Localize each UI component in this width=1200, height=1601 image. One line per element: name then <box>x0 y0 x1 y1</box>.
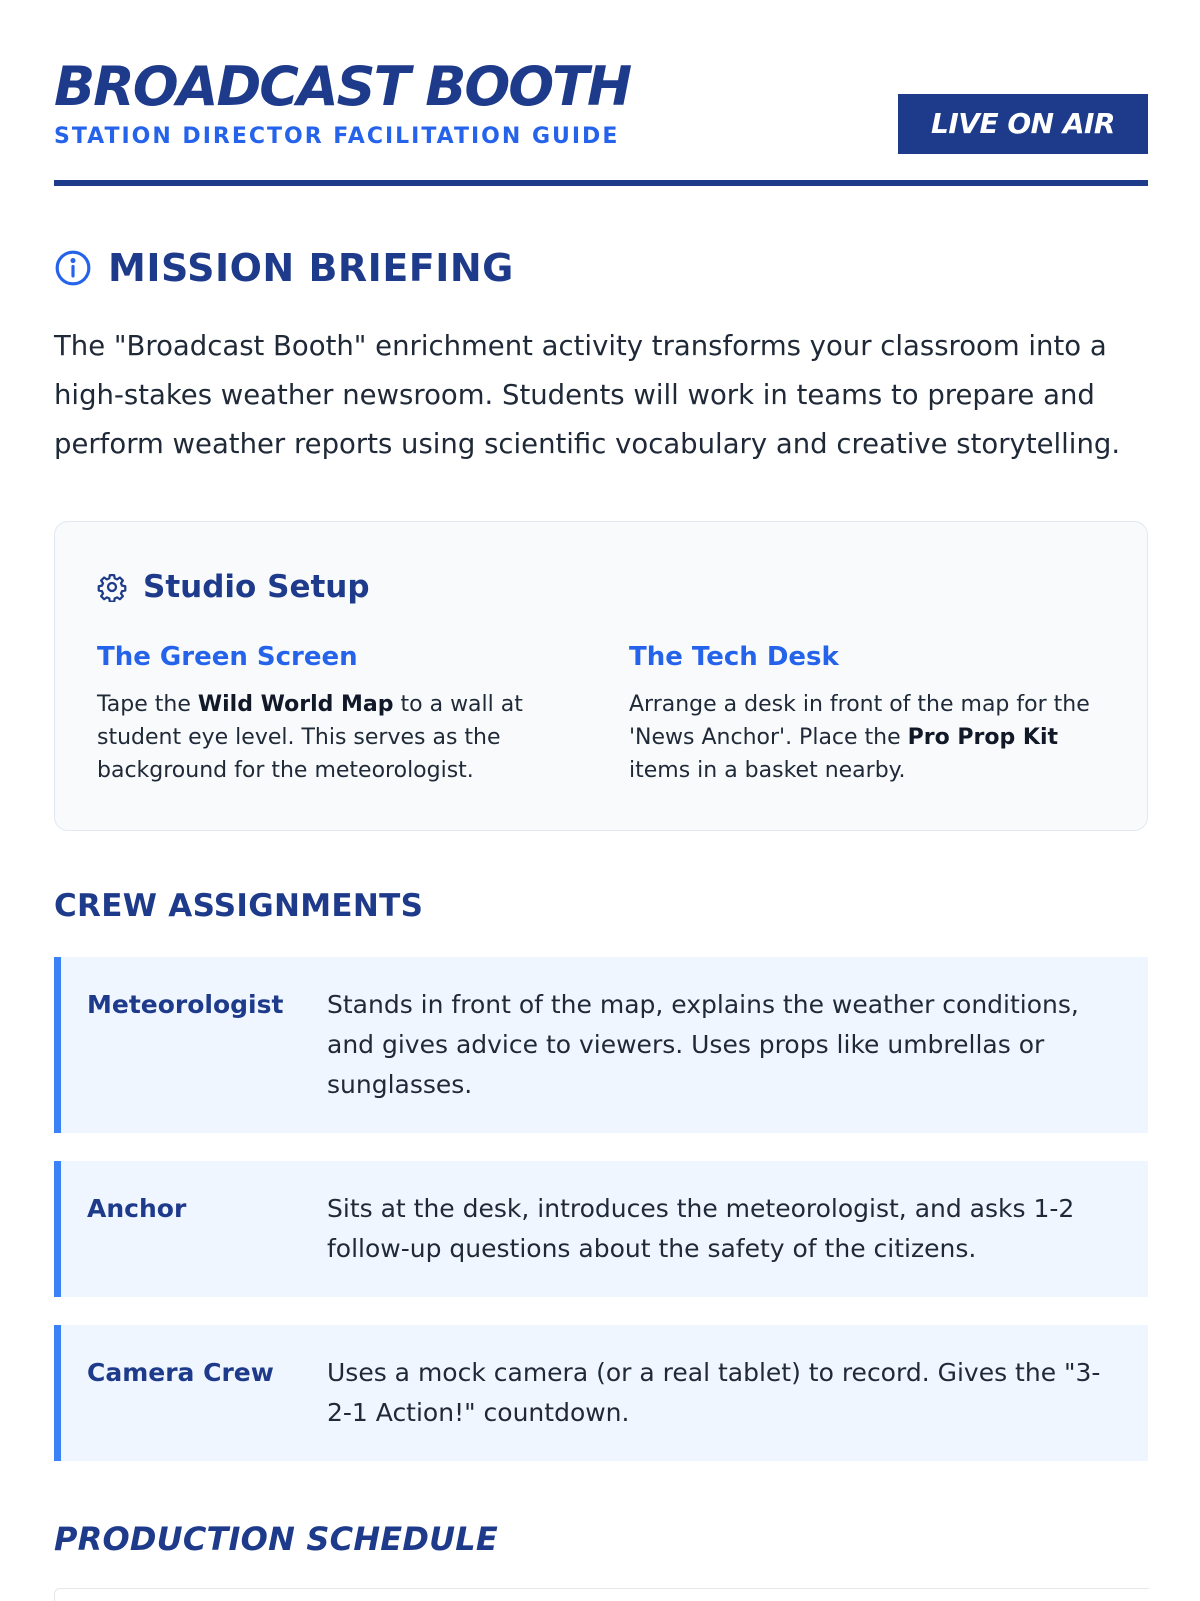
crew-row-camera-crew <box>54 1325 1148 1461</box>
crew-role: Anchor <box>87 1194 187 1223</box>
crew-description: Uses a mock camera (or a real tablet) to record. Gives the "3-2-1 Action!" countdown. <box>327 1358 1101 1427</box>
mission-title: MISSION BRIEFING <box>108 246 514 290</box>
wild-world-map-label: Wild World Map <box>197 692 394 717</box>
page-header <box>54 0 1148 190</box>
green-screen-text: Tape the Wild World Map to a wall at student eye level. This serves as the background for the meteorologist. <box>97 692 523 783</box>
tech-desk-heading: The Tech Desk <box>629 642 839 672</box>
schedule-table-edge <box>54 1588 1149 1601</box>
pro-prop-kit-label: Pro Prop Kit <box>907 725 1059 750</box>
gear-icon <box>97 572 127 602</box>
tech-desk-text: Arrange a desk in front of the map for the 'News Anchor'. Place the Pro Prop Kit items in a basket nearby. <box>629 692 1090 783</box>
studio-setup-heading <box>97 566 370 608</box>
crew-description: Stands in front of the map, explains the weather conditions, and gives advice to viewers. Uses props like umbrellas or sunglasses. <box>327 990 1079 1099</box>
production-schedule-title: PRODUCTION SCHEDULE <box>54 1520 498 1558</box>
green-screen-heading: The Green Screen <box>97 642 358 672</box>
studio-setup-title: Studio Setup <box>143 569 370 605</box>
page-subtitle: STATION DIRECTOR FACILITATION GUIDE <box>54 124 620 149</box>
guide-page <box>54 0 1148 1558</box>
header-divider <box>54 180 1148 186</box>
info-icon <box>54 249 92 287</box>
studio-setup-card <box>54 521 1148 831</box>
green-screen-column <box>97 640 567 787</box>
crew-role: Camera Crew <box>87 1358 274 1387</box>
mission-intro: The "Broadcast Booth" enrichment activity transforms your classroom into a high-stakes weather newsroom. Students will work in teams to prepare and perform weather reports using scientific vocabulary and creative storytelling. <box>54 330 1121 460</box>
crew-row-anchor <box>54 1161 1148 1297</box>
page-title: BROADCAST BOOTH <box>54 55 631 118</box>
crew-assignments-title: CREW ASSIGNMENTS <box>54 888 424 924</box>
crew-role: Meteorologist <box>87 990 284 1019</box>
crew-list <box>54 957 1148 1489</box>
mission-heading <box>54 240 514 296</box>
tech-desk-column <box>629 640 1099 787</box>
crew-description: Sits at the desk, introduces the meteorologist, and asks 1-2 follow-up questions about the safety of the citizens. <box>327 1194 1075 1263</box>
live-on-air-badge: LIVE ON AIR <box>898 94 1148 154</box>
crew-row-meteorologist <box>54 957 1148 1133</box>
